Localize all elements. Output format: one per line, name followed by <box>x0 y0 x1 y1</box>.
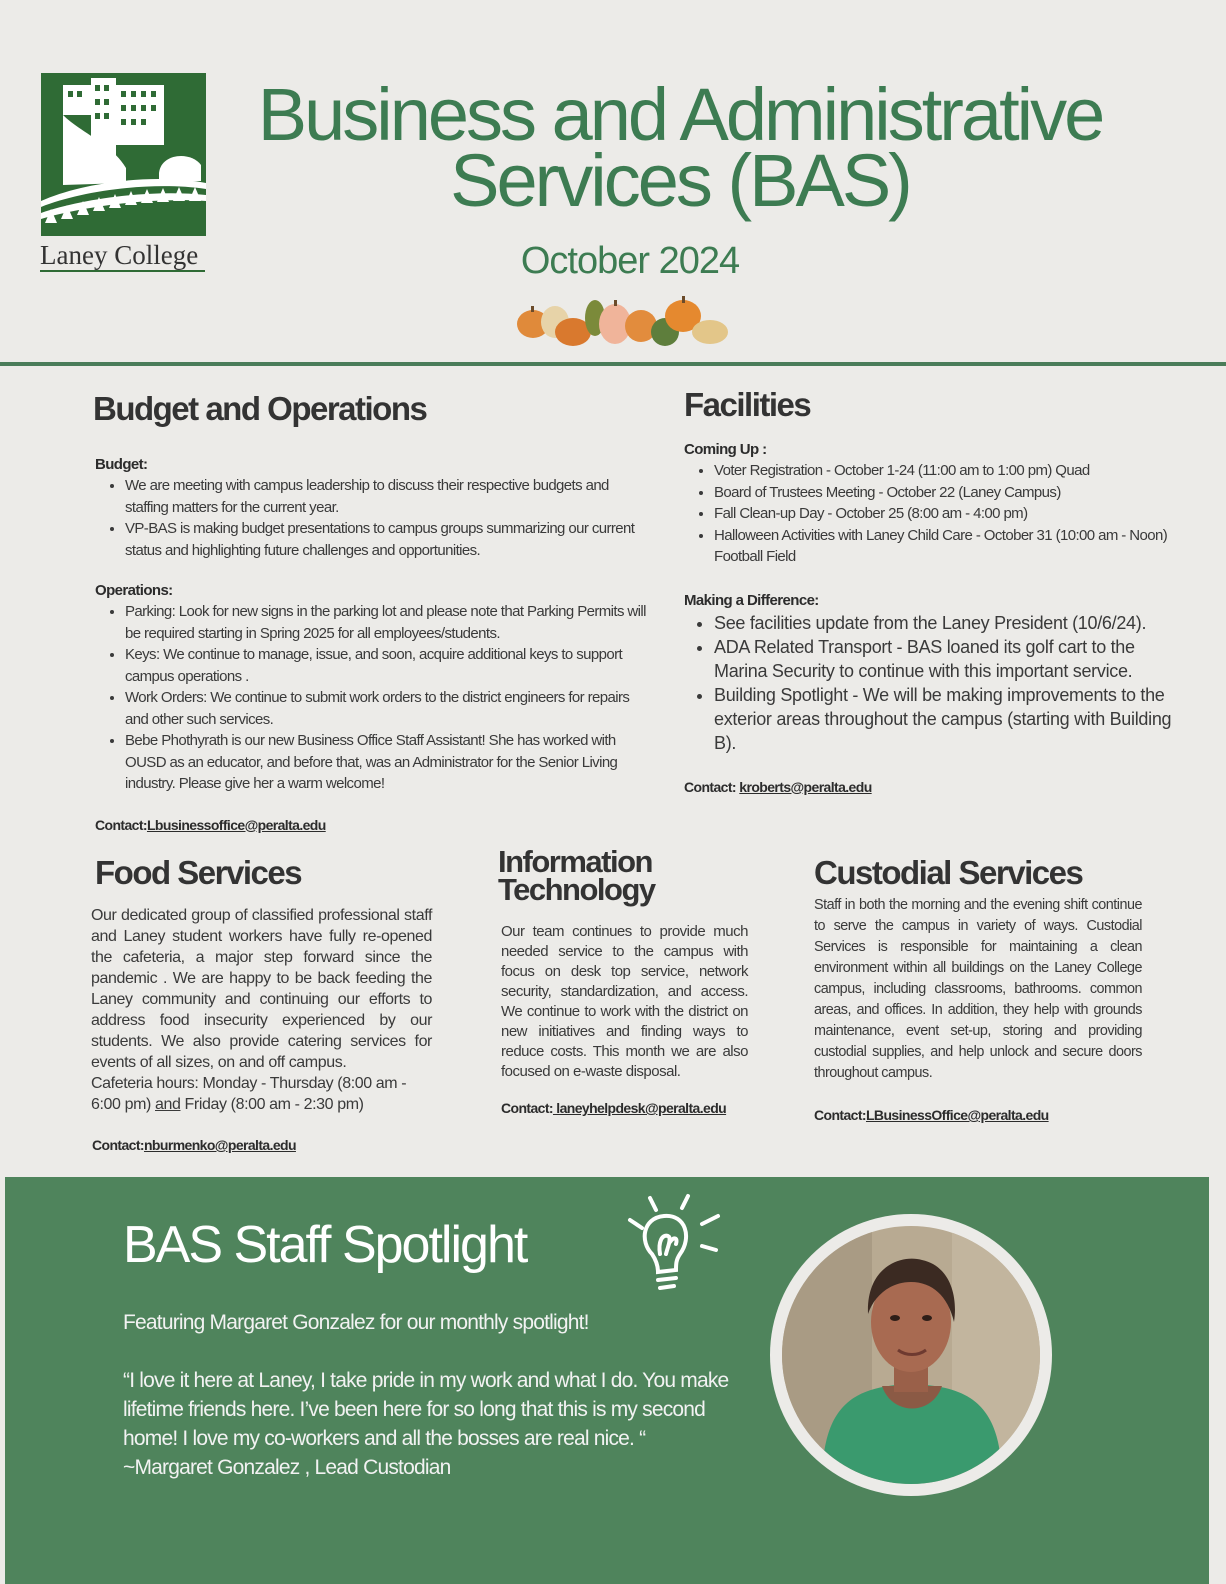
list-item: • Board of Trustees Meeting - October 22 (Laney Campus) <box>714 482 1174 504</box>
spotlight-feature: Featuring Margaret Gonzalez for our monthly spotlight! <box>123 1311 589 1334</box>
budget-contact <box>95 817 655 833</box>
making-difference-label: Making a Difference: <box>684 591 819 609</box>
title-line-1: Business and Administrative <box>257 73 1103 156</box>
budget-ops-section <box>95 456 655 833</box>
contact-label: Contact: <box>684 778 736 795</box>
custodial-contact <box>814 1107 1049 1123</box>
contact-label: Contact: <box>95 816 147 833</box>
food-description: Our dedicated group of classified professional staff and Laney student workers have fully re-opened the cafeteria, a major step forward since the pandemic . We are happy to be back feeding the Laney community and continuing our efforts to address food insecurity experienced by our students. We also provide catering services for events of all sizes, on and off campus. <box>91 907 432 1071</box>
issue-month: October 2024 <box>520 240 740 282</box>
custodial-body: Staff in both the morning and the evening shift continue to serve the campus in variety of ways. Custodial Services is responsible for maintaining a clean environment within all buildings on the Laney College campus, including classrooms, bathrooms. common areas, and offices. In addition, they help with grounds maintenance, event set-up, storing and providing custodial supplies, and help unlock and secure doors throughout campus. <box>814 897 1142 1081</box>
it-heading-line-1: Information <box>498 844 652 879</box>
facilities-section <box>684 441 1174 795</box>
header-divider <box>0 362 1226 366</box>
food-contact <box>92 1137 296 1153</box>
budget-list <box>95 475 655 561</box>
list-item: • Work Orders: We continue to submit work orders to the district engineers for repairs and other such services. <box>125 687 655 730</box>
budget-ops-heading: Budget and Operations <box>93 390 427 427</box>
facilities-contact-email[interactable]: kroberts@peralta.edu <box>739 778 872 795</box>
list-item: • Voter Registration - October 1-24 (11:00 am to 1:00 pm) Quad <box>714 460 1174 482</box>
facilities-contact <box>684 779 1174 795</box>
spotlight-heading: BAS Staff Spotlight <box>123 1216 527 1274</box>
custodial-heading: Custodial Services <box>814 854 1083 891</box>
list-item: • VP-BAS is making budget presentations to campus groups summarizing our current status and highlighting future challenges and opportunities. <box>125 518 655 561</box>
coming-up-list <box>684 460 1174 568</box>
title-line-2: Services (BAS) <box>450 139 910 222</box>
it-contact-email[interactable]: laneyhelpdesk@peralta.edu <box>552 1100 727 1116</box>
list-item: • Building Spotlight - We will be making improvements to the exterior areas throughout the campus (starting with Building B). <box>714 683 1174 755</box>
food-services-body <box>91 905 432 1115</box>
hours-weekday: Cafeteria hours: Monday - Thursday (8:00 am - 6:00 pm) <box>91 1075 407 1113</box>
list-item: • Keys: We continue to manage, issue, and soon, acquire additional keys to support campus operations . <box>125 644 655 687</box>
logo-underline <box>40 270 205 272</box>
pumpkins-decoration <box>515 292 730 354</box>
it-heading <box>498 844 655 907</box>
custodial-contact-email[interactable]: LBusinessOffice@peralta.edu <box>865 1107 1049 1123</box>
food-services-heading: Food Services <box>95 854 302 891</box>
budget-label: Budget: <box>95 456 148 473</box>
list-item: • Fall Clean-up Day - October 25 (8:00 am - 4:00 pm) <box>714 503 1174 525</box>
coming-up-label: Coming Up : <box>684 441 767 458</box>
list-item: • Parking: Look for new signs in the parking lot and please note that Parking Permits will be required starting in Spring 2025 for all employees/students. <box>125 601 655 644</box>
operations-list <box>95 601 655 795</box>
spotlight-quote: “I love it here at Laney, I take pride in my work and what I do. You make lifetime friends here. I’ve been here for so long that this is my second home! I love my co-workers and all the bosses are real nice. “ ~Margaret Gonzalez , Lead Custodian <box>123 1369 729 1479</box>
it-heading-line-2: Technology <box>498 872 655 907</box>
list-item: • Halloween Activities with Laney Child Care - October 31 (10:00 am - Noon) Football Field <box>714 525 1174 568</box>
it-contact <box>501 1100 726 1116</box>
hours-friday: Friday (8:00 am - 2:30 pm) <box>184 1096 364 1113</box>
contact-label: Contact: <box>501 1100 553 1116</box>
page-title <box>220 73 1140 222</box>
cafeteria-hours <box>91 1073 432 1115</box>
facilities-heading: Facilities <box>684 386 811 423</box>
contact-label: Contact: <box>814 1107 866 1123</box>
laney-logo <box>41 73 206 236</box>
operations-label: Operations: <box>95 582 173 599</box>
contact-label: Contact: <box>92 1137 144 1153</box>
food-contact-email[interactable]: nburmenko@peralta.edu <box>143 1137 296 1153</box>
list-item: • We are meeting with campus leadership to discuss their respective budgets and staffing matters for the current year. <box>125 475 655 518</box>
lightbulb-icon <box>622 1192 726 1304</box>
list-item: • ADA Related Transport - BAS loaned its golf cart to the Marina Security to continue with this important service. <box>714 635 1174 683</box>
making-difference-list <box>684 611 1174 755</box>
budget-contact-email[interactable]: Lbusinessoffice@peralta.edu <box>146 816 326 833</box>
list-item: • See facilities update from the Laney President (10/6/24). <box>714 611 1174 635</box>
list-item: • Bebe Phothyrath is our new Business Office Staff Assistant! She has worked with OUSD as an educator, and before that, was an Administrator for the Senior Living industry. Please give her a warm welcome! <box>125 730 655 795</box>
logo-wordmark: Laney College <box>40 240 199 270</box>
staff-photo <box>782 1226 1040 1484</box>
it-body: Our team continues to provide much needed service to the campus with focus on desk top service, network security, standardization, and access. We continue to work with the district on new initiatives and finding ways to reduce costs. This month we are also focused on e-waste disposal. <box>501 923 748 1080</box>
hours-and: and <box>155 1096 181 1113</box>
logo-graphic <box>41 73 206 236</box>
